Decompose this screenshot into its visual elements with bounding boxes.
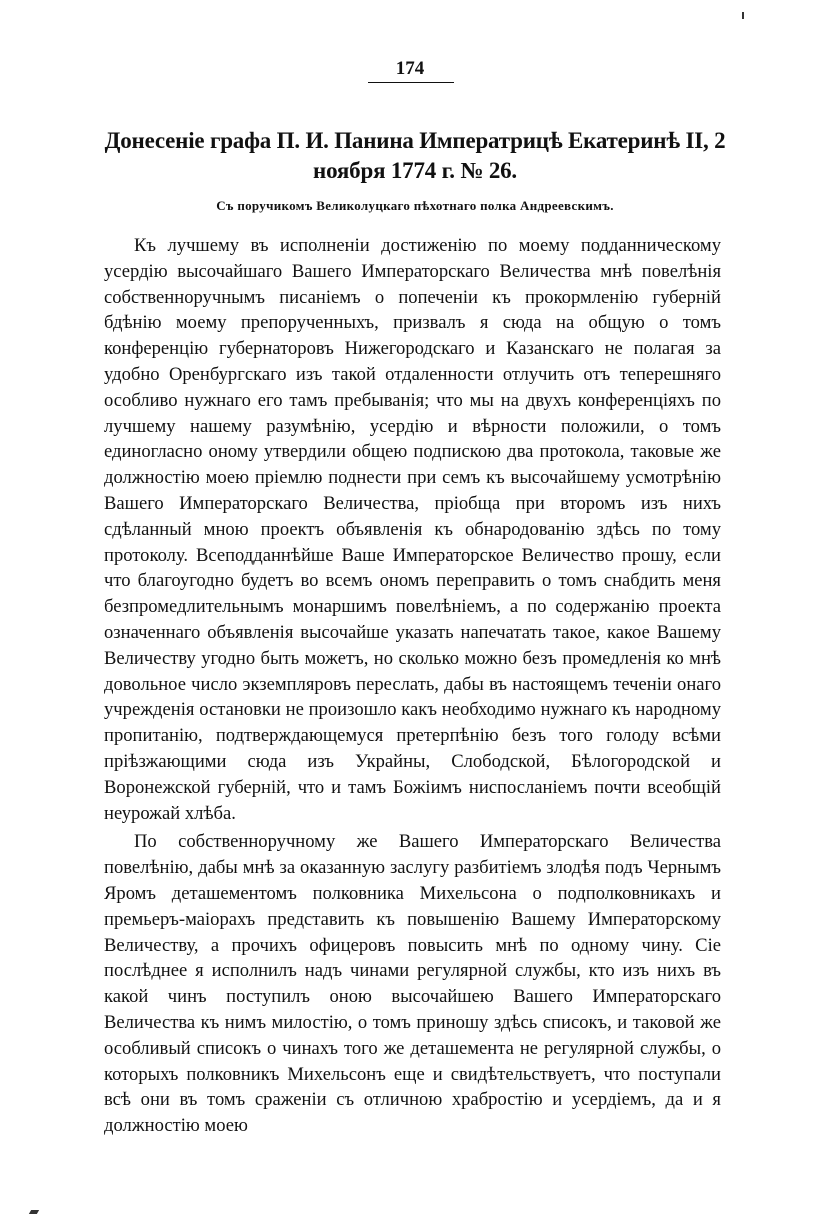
document-subtitle: Съ поручикомъ Великолуцкаго пѣхотнаго полка Андреевскимъ. bbox=[216, 198, 614, 213]
scan-mark-top bbox=[742, 12, 744, 19]
page-number: 174 bbox=[395, 58, 425, 79]
page-number-rule bbox=[368, 82, 454, 83]
body-text bbox=[104, 233, 721, 1139]
paragraph-2: По собственноручному же Вашего Императорскаго Величества повелѣнію, дабы мнѣ за оказанную заслугу разбитіемъ злодѣя подъ Чернымъ Яромъ деташементомъ полковника Михельсона о подполковникахъ и премьеръ-маіорахъ представить къ повышенію Вашему Императорскому Величеству, а прочихъ офицеровъ повысить мнѣ по одному чину. Сіе послѣднее я исполнилъ надъ чинами регулярной службы, кто изъ нихъ въ какой чинъ поступилъ оною высочайшею Вашего Императорскаго Величества къ нимъ милостію, о томъ приношу здѣсь списокъ, и таковой же особливый списокъ о чинахъ того же деташемента не регулярной службы, о которыхъ полковникъ Михельсонъ еще и свидѣтельствуетъ, что поступали всѣ они въ томъ сраженіи съ отличною храбростію и усердіемъ, да и я должностію моею bbox=[104, 831, 721, 1137]
scan-mark-bottom bbox=[29, 1210, 39, 1214]
document-title: Донесеніе графа П. И. Панина Императрицѣ Екатеринѣ II, 2 ноября 1774 г. № 26. bbox=[104, 128, 726, 183]
paragraph-1: Къ лучшему въ исполненіи достиженію по моему подданническому усердію высочайшаго Вашего Императорскаго Величества мнѣ повелѣнія собственноручнымъ писаніемъ о попеченіи къ прокормленію губерній бдѣнію моему препорученныхъ, призвалъ я сюда на общую о томъ конференцію губернаторовъ Нижегородскаго и Казанскаго не полагая за удобно Оренбургскаго изъ такой отдаленности отлучить отъ теперешняго особливо нужнаго его тамъ пребыванія; что мы на двухъ конференціяхъ по лучшему нашему разумѣнію, усердію и вѣрности положили, о томъ единогласно оному утвердили общею подпискою два протокола, таковые же должностію моею пріемлю поднести при семъ къ высочайшему усмотрѣнію Вашего Императорскаго Величества, пріобща при второмъ изъ нихъ сдѣланный мною проектъ объявленія къ обнародованію здѣсь по тому протоколу. Всеподданнѣйше Ваше Императорское Величество прошу, если что благоугодно будетъ во всемъ ономъ переправить о томъ снабдить меня безпромедлительнымъ монаршимъ повелѣніемъ, а по содержанію проекта означеннаго объявленія высочайше указать напечатать такое, какое Вашему Величеству угодно быть можетъ, но сколько можно безъ промедленія ко мнѣ довольное число экземпляровъ переслать, дабы въ настоящемъ теченіи онаго учрежденія остановки не произошло какъ необходимо нужнаго къ народному пропитанію, подтверждающемуся претерпѣнію безъ того голоду всѣми пріѣзжающими сюда изъ Украйны, Слободской, Бѣлогородской и Воронежской губерній, что и тамъ Божіимъ ниспосланіемъ почти всеобщій неурожай хлѣба. bbox=[104, 235, 721, 824]
